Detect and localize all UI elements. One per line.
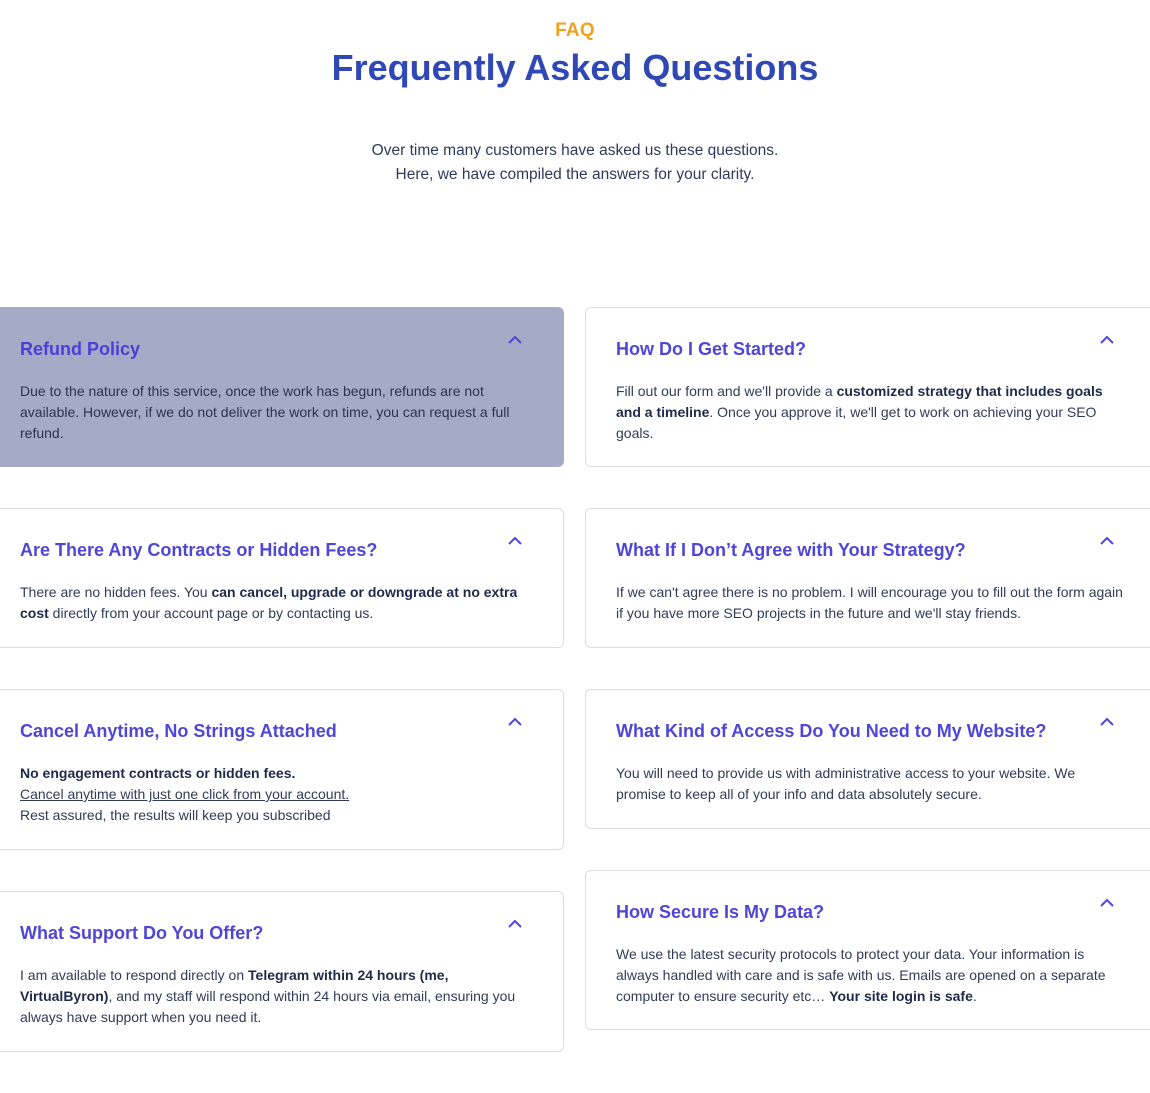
faq-answer — [616, 381, 1125, 444]
faq-toggle-contracts[interactable] — [20, 536, 533, 563]
faq-toggle-cancel-anytime[interactable] — [20, 717, 533, 744]
faq-toggle-refund-policy[interactable] — [20, 335, 533, 362]
faq-question: How Do I Get Started? — [616, 339, 807, 359]
answer-line-bold: No engagement contracts or hidden fees. — [20, 765, 296, 781]
faq-toggle-get-started[interactable] — [616, 335, 1125, 362]
faq-column-right — [585, 307, 1150, 1071]
answer-line: Rest assured, the results will keep you subscribed — [20, 807, 331, 823]
faq-question: What Support Do You Offer? — [20, 923, 264, 943]
chevron-up-icon[interactable] — [1097, 714, 1117, 730]
chevron-up-icon[interactable] — [505, 714, 525, 730]
faq-column-left — [0, 307, 564, 1093]
faq-item-support — [0, 891, 564, 1052]
answer-emphasis: customized strategy that includes goals and a timeline — [616, 383, 1103, 420]
answer-emphasis: Telegram within 24 hours (me, VirtualByron) — [20, 967, 449, 1004]
faq-answer: If we can't agree there is no problem. I will encourage you to fill out the form again if you have more SEO projects in the future and we'll stay friends. — [616, 584, 1123, 621]
faq-question: What Kind of Access Do You Need to My Website? — [616, 721, 1047, 741]
answer-text: We use the latest security protocols to protect your data. Your information is always handled with care and is safe with us. Emails are opened on a separate computer to ensure security etc… — [616, 946, 1106, 1004]
faq-item-cancel-anytime — [0, 689, 564, 850]
faq-answer — [616, 944, 1125, 1007]
faq-toggle-data-security[interactable] — [616, 898, 1125, 925]
faq-item-contracts — [0, 508, 564, 648]
faq-toggle-disagree-strategy[interactable] — [616, 536, 1125, 563]
faq-item-disagree-strategy — [585, 508, 1150, 648]
faq-answer — [20, 763, 533, 826]
faq-answer: You will need to provide us with administrative access to your website. We promise to keep all of your info and data absolutely secure. — [616, 765, 1076, 802]
faq-toggle-website-access[interactable] — [616, 717, 1125, 744]
answer-text: directly from your account page or by contacting us. — [48, 605, 374, 621]
chevron-up-icon[interactable] — [505, 332, 525, 348]
answer-text: . Once you approve it, we'll get to work on achieving your SEO goals. — [616, 404, 1097, 441]
faq-question: Are There Any Contracts or Hidden Fees? — [20, 540, 378, 560]
faq-question: How Secure Is My Data? — [616, 902, 825, 922]
chevron-up-icon[interactable] — [1097, 533, 1117, 549]
answer-text: , and my staff will respond within 24 hours via email, ensuring you always have support when you need it. — [20, 988, 516, 1025]
answer-line-underlined: Cancel anytime with just one click from your account. — [20, 786, 350, 802]
answer-text: . — [972, 988, 977, 1004]
faq-question: Cancel Anytime, No Strings Attached — [20, 721, 337, 741]
faq-item-website-access — [585, 689, 1150, 829]
faq-answer — [20, 582, 533, 624]
faq-item-data-security — [585, 870, 1150, 1030]
chevron-up-icon[interactable] — [1097, 895, 1117, 911]
page-title: Frequently Asked Questions — [331, 47, 819, 88]
chevron-up-icon[interactable] — [505, 916, 525, 932]
faq-toggle-support[interactable] — [20, 919, 533, 946]
faq-answer: Due to the nature of this service, once the work has begun, refunds are not available. However, if we do not deliver the work on time, you can request a full refund. — [20, 383, 510, 441]
faq-answer — [20, 965, 533, 1028]
answer-text: I am available to respond directly on — [20, 967, 249, 983]
chevron-up-icon[interactable] — [505, 533, 525, 549]
answer-emphasis: Your site login is safe — [829, 988, 973, 1004]
chevron-up-icon[interactable] — [1097, 332, 1117, 348]
faq-question: What If I Don’t Agree with Your Strategy? — [616, 540, 966, 560]
answer-text: There are no hidden fees. You — [20, 584, 212, 600]
faq-item-get-started — [585, 307, 1150, 467]
answer-emphasis: can cancel, upgrade or downgrade at no extra cost — [20, 584, 518, 621]
intro-line-1: Over time many customers have asked us these questions. — [371, 142, 779, 159]
faq-question: Refund Policy — [20, 339, 141, 359]
answer-text: Fill out our form and we'll provide a — [616, 383, 837, 399]
intro-text — [0, 139, 1150, 187]
faq-eyebrow: FAQ — [555, 20, 595, 41]
intro-line-2: Here, we have compiled the answers for your clarity. — [395, 166, 755, 183]
faq-item-refund-policy — [0, 307, 564, 467]
